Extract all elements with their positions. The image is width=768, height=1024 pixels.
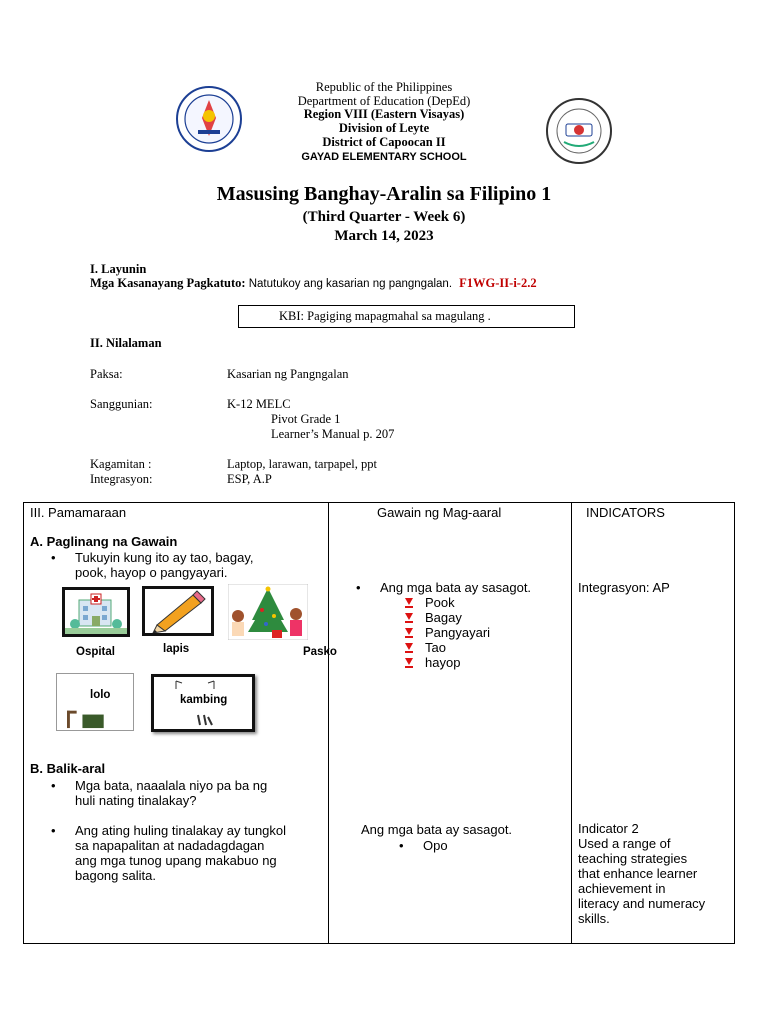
header-gawain: Gawain ng Mag-aaral xyxy=(377,505,502,520)
section-a-bullet xyxy=(75,550,254,580)
caption-lolo: lolo xyxy=(90,689,111,701)
integrasyon-value: ESP, A.P xyxy=(227,472,272,486)
indicator-b-line-4: that enhance learner xyxy=(578,866,698,881)
header-school: GAYAD ELEMENTARY SCHOOL xyxy=(301,151,467,163)
layunin-text: Natutukoy ang kasarian ng pangngalan. xyxy=(248,278,453,290)
kbi-box: KBI: Pagiging mapagmahal sa magulang . xyxy=(238,305,575,328)
layunin-line xyxy=(90,276,537,292)
header-deped: Department of Education (DepEd) xyxy=(297,94,471,108)
section-b-bullet-2-line-4: bagong salita. xyxy=(75,868,156,883)
column-divider xyxy=(328,503,329,943)
student-item-bagay: Bagay xyxy=(425,610,462,625)
layunin-code: F1WG-II-i-2.2 xyxy=(459,276,537,290)
indicator-b-line-5: achievement in xyxy=(578,881,666,896)
header-district: District of Capoocan II xyxy=(322,135,446,149)
header-division: Division of Leyte xyxy=(338,121,430,135)
section-b-bullet-1-line-2: huli nating tinalakay? xyxy=(75,793,197,808)
header-indicators: INDICATORS xyxy=(586,505,665,520)
section-b-bullet-2-line-2: sa napapalitan at nadadagdagan xyxy=(75,838,265,853)
lesson-quarter: (Third Quarter - Week 6) xyxy=(302,209,466,225)
section-b-bullet-2-line-3: ang mga tunog upang makabuo ng xyxy=(75,853,277,868)
pamamaraan-table xyxy=(23,502,735,944)
header-republic: Republic of the Philippines xyxy=(315,80,453,94)
sanggunian-line-2: Pivot Grade 1 xyxy=(271,412,341,426)
indicator-b-line-2: Used a range of xyxy=(578,836,671,851)
student-item-pangyayari: Pangyayari xyxy=(425,625,491,640)
student-item-hayop: hayop xyxy=(425,655,461,670)
column-divider xyxy=(571,503,572,943)
nilalaman-heading: II. Nilalaman xyxy=(90,336,162,350)
student-item-pook: Pook xyxy=(425,595,455,610)
student-answer-b: Ang mga bata ay sasagot. xyxy=(361,822,513,837)
pencil-image xyxy=(142,586,214,636)
sanggunian-label: Sanggunian: xyxy=(90,397,153,411)
section-b-bullet-2 xyxy=(75,823,286,883)
lolo-image xyxy=(56,673,134,731)
indicator-b-line-7: skills. xyxy=(578,911,610,926)
indicator-a: Integrasyon: AP xyxy=(578,580,670,595)
section-a-bullet-line-2: pook, hayop o pangyayari. xyxy=(75,565,228,580)
header-region: Region VIII (Eastern Visayas) xyxy=(303,107,465,121)
student-item-opo: • Opo xyxy=(423,838,448,853)
section-b-bullet-1 xyxy=(75,778,267,808)
section-a-bullet-line-1: • Tukuyin kung ito ay tao, bagay, xyxy=(75,550,254,565)
indicator-b xyxy=(578,821,705,926)
section-b-bullet-1-line-1: • Mga bata, naaalala niyo pa ba ng xyxy=(75,778,268,793)
indicator-b-line-6: literacy and numeracy xyxy=(578,896,706,911)
lesson-date: March 14, 2023 xyxy=(334,228,434,244)
caption-kambing: kambing xyxy=(180,694,228,706)
paksa-label: Paksa: xyxy=(90,367,123,381)
sanggunian-line-3: Learner’s Manual p. 207 xyxy=(271,427,395,441)
kagamitan-value: Laptop, larawan, tarpapel, ppt xyxy=(227,457,377,471)
section-a-heading: A. Paglinang na Gawain xyxy=(30,534,178,549)
header-pamamaraan: III. Pamamaraan xyxy=(30,505,127,520)
indicator-b-line-3: teaching strategies xyxy=(578,851,688,866)
integrasyon-label: Integrasyon: xyxy=(90,472,153,486)
section-b-bullet-2-line-1: • Ang ating huling tinalakay ay tungkol xyxy=(75,823,287,838)
student-answer-a: • Ang mga bata ay sasagot. xyxy=(380,580,531,595)
kagamitan-label: Kagamitan : xyxy=(90,457,152,471)
caption-ospital: Ospital xyxy=(76,646,115,658)
christmas-image xyxy=(228,584,308,640)
caption-lapis: lapis xyxy=(163,643,190,655)
indicator-b-line-1: Indicator 2 xyxy=(578,821,639,836)
section-b-heading: B. Balik-aral xyxy=(30,761,106,776)
layunin-label: Mga Kasanayang Pagkatuto: xyxy=(90,276,246,290)
hospital-image xyxy=(62,587,130,637)
paksa-value: Kasarian ng Pangngalan xyxy=(227,367,349,381)
layunin-heading: I. Layunin xyxy=(90,262,147,276)
caption-pasko: Pasko xyxy=(303,646,337,658)
student-item-tao: Tao xyxy=(425,640,446,655)
lesson-title: Masusing Banghay-Aralin sa Filipino 1 xyxy=(216,183,552,205)
sanggunian-line-1: K-12 MELC xyxy=(227,397,291,411)
